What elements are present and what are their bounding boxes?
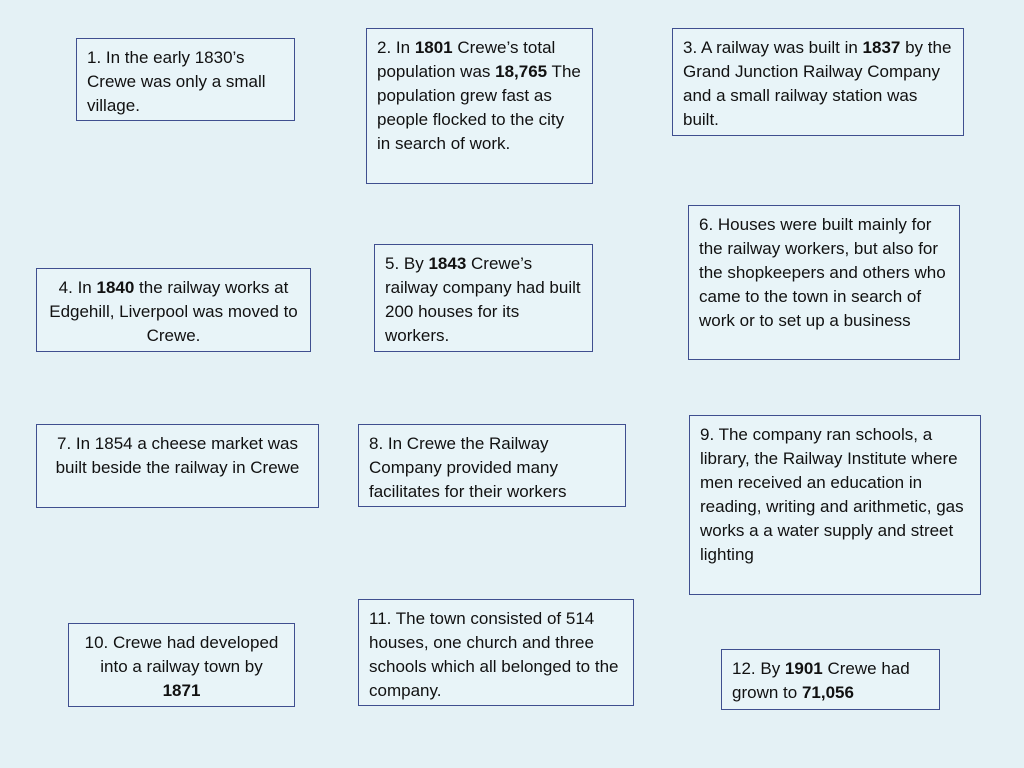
fact-text: The population grew fast as people flocked to the city in search of work.	[377, 62, 581, 153]
fact-card-5	[374, 244, 593, 352]
fact-card-3	[672, 28, 964, 136]
highlight-figure: 1901	[784, 659, 823, 678]
fact-card-11	[358, 599, 634, 706]
fact-text: 11. The town consisted of 514 houses, one church and three schools which all belonged to the company.	[369, 609, 619, 700]
fact-card-6	[688, 205, 960, 360]
fact-card-4	[36, 268, 311, 352]
fact-text: 12. By	[732, 659, 785, 678]
highlight-figure: 1871	[162, 681, 201, 700]
fact-text: Crewe had grown to	[732, 659, 910, 702]
highlight-figure: 1801	[414, 38, 453, 57]
highlight-figure: 18,765	[495, 62, 548, 81]
fact-card-1	[76, 38, 295, 121]
fact-text: by the Grand Junction Railway Company and a small railway station was built.	[683, 38, 952, 129]
fact-text: 10. Crewe had developed into a railway town by	[84, 633, 279, 676]
fact-text: 5. By	[385, 254, 429, 273]
fact-text: 6. Houses were built mainly for the railway workers, but also for the shopkeepers and others who came to the town in search of work or to set up a business	[699, 215, 946, 330]
fact-card-2	[366, 28, 593, 184]
fact-card-12	[721, 649, 940, 710]
fact-text: 9. The company ran schools, a library, the Railway Institute where men received an education in reading, writing and arithmetic, gas works a a water supply and street lighting	[700, 425, 964, 564]
fact-text: Crewe’s total population was	[377, 38, 556, 81]
fact-text: 4. In	[58, 278, 97, 297]
fact-text: 2. In	[377, 38, 415, 57]
highlight-figure: 1837	[862, 38, 901, 57]
fact-card-10	[68, 623, 295, 707]
fact-text: 8. In Crewe the Railway Company provided many facilitates for their workers	[369, 434, 567, 501]
fact-card-8	[358, 424, 626, 507]
fact-card-7	[36, 424, 319, 508]
highlight-figure: 71,056	[801, 683, 854, 702]
fact-text: Crewe’s railway company had built 200 houses for its workers.	[385, 254, 581, 345]
fact-text: the railway works at Edgehill, Liverpool was moved to Crewe.	[49, 278, 298, 345]
fact-text: 3. A railway was built in	[683, 38, 863, 57]
fact-text: 7. In 1854 a cheese market was built beside the railway in Crewe	[55, 434, 300, 477]
highlight-figure: 1843	[428, 254, 467, 273]
fact-card-9	[689, 415, 981, 595]
fact-text: 1. In the early 1830’s Crewe was only a small village.	[87, 48, 266, 115]
highlight-figure: 1840	[96, 278, 135, 297]
